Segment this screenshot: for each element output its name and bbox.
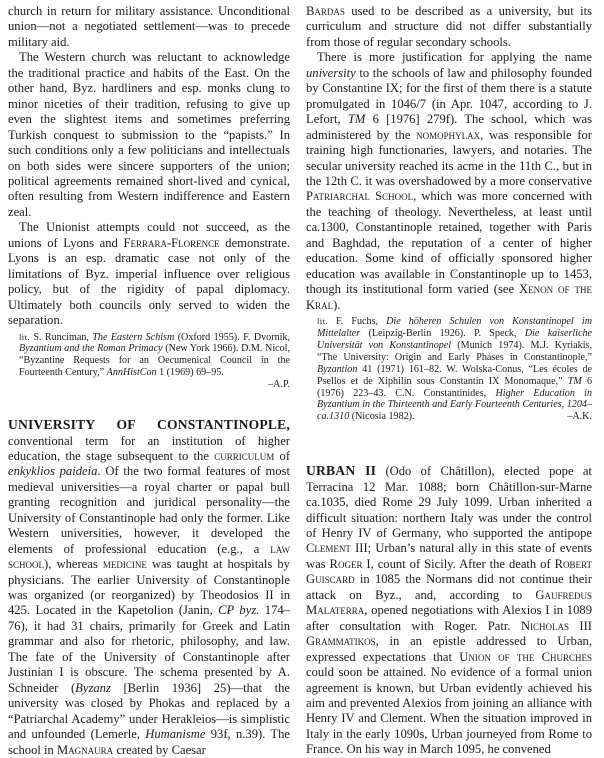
cross-reference: Gaufredus Malaterra [306, 587, 592, 618]
cross-reference: Union of the Churches [459, 649, 592, 664]
entry: URBAN II (Odo of Châtillon), elected pope at Terracina 12 Mar. 1088; born Châtillon-sur-Marne ca.1035, died Rome 29 July 1099. Urban inherited a difficult situation: northern Italy was under the control of Henry IV of Germany, who supported the antipope Clement III; Urban’s natural ally in this state of events was Roger I, count of Sicily. After the death of Robert Guiscard in 1085 the Normans did not continue their attack on Byz., and, according to Gaufredus Malaterra, opened negotiations with Alexios I in 1089 after consultation with Roger. Patr. Nicholas III Grammatikos, in an epistle addressed to Urban, expressed expectations that Union of the Churches could soon be attained. No evidence of a formal union agreement is known, but Urban evidently achieved his aim and prevented Alexios from joining an alliance with Henry IV and Clement. When the situation improved in Italy in the early 1090s, Urban journeyed from Rome to France. On his way in March 1095, he convened [306, 463, 593, 757]
cross-reference: Ferrara-Florence [123, 235, 220, 250]
author-initials: –A.K. [567, 411, 592, 423]
cross-reference: nomophylax [416, 127, 481, 142]
bibliography: lit. S. Runciman, The Eastern Schism (Oxford 1955). F. Dvornik, Byzantium and the Roman Primacy (New York 1966). D.M. Nicol, “Byzantine Requests for an Oecumenical Council in the Fourteenth Century,” AnnHistCon 1 (1969) 69–95. [19, 331, 290, 379]
left-column [8, 4, 290, 758]
author-initials: –A.P. [268, 379, 290, 391]
cross-reference: Robert Guiscard [306, 556, 592, 587]
cross-reference: Bardas [306, 4, 345, 18]
lit-label: lit. [19, 331, 30, 342]
entry-headword: URBAN II [306, 463, 377, 479]
cross-reference: Patriarchal School [306, 189, 414, 204]
right-column [306, 4, 592, 758]
cross-reference: Magnaura [56, 742, 114, 757]
cross-reference: law school [8, 541, 290, 572]
paragraph: Bardas used to be described as a university, but its curriculum and structure did not differ substantially from those of regular secondary schools. [306, 4, 592, 49]
cross-reference: Clement III [306, 541, 368, 556]
paragraph: The Western church was reluctant to acknowledge the traditional practice and habits of the East. On the other hand, Byz. hardliners and esp. monks clung to minor niceties of their tradition, refusing to give up even the slightest items and sometimes preferring Turkish conquest to submission to the “papists.” In such conditions only a few politicians and intellectuals on both sides were sincere supporters of the union; political agreements remained short-lived and cynical, often resulting from Western indifference and Eastern zeal. [8, 50, 290, 219]
paragraph: The Unionist attempts could not succeed, as the unions of Lyons and Ferrara-Florence demonstrate. Lyons is an esp. dramatic case not only of the limitations of Byz. imperial influence over religious policy, but of the rigidity of papal diplomacy. Ultimately both councils only served to widen the separation. [8, 220, 290, 328]
cross-reference: Xenon of the Kral [306, 282, 592, 312]
cross-reference: Roger I [329, 556, 371, 571]
bibliography: lit. F. Fuchs, Die höheren Schulen von Konstantinopel im Mittelalter (Leipzig-Berlin 1926). P. Speck, Die kaiserliche Universität von Konstantinopel (Munich 1974). M.J. Kyriakis, “The University: Origin and Early Phases in Constantinople,” Byzantion 41 (1971) 161–82. W. Wolska-Conus, “Les écoles de Psellos et de Xiphilin sous Constantin IX Monomaque,” TM 6 (1976) 223–43. C.N. Constantinides, Higher Education in Byzantium in the Thirteenth and Early Fourteenth Centuries, 1204–ca.1310 (Nicosia 1982). –A.K. [317, 316, 593, 423]
cross-reference: medicine [102, 557, 147, 572]
cross-reference: Nicholas III Grammatikos [306, 618, 593, 649]
lit-label: lit. [317, 316, 328, 327]
paragraph: church in return for military assistance. Unconditional union—not a negotiated settlement—was to precede military aid. [8, 4, 290, 49]
paragraph: There is more justification for applying the name university to the schools of law and philosophy founded by Constantine IX; for the first of them there is a statute promulgated in 1046/7 (in Apr. 1047, according to J. Lefort, TM 6 [1976] 279f). The school, which was administered by the nomophylax, was responsible for training high functionaries, lawyers, and notaries. The secular university reached its acme in the 11th C., but in the 12th C. it was overshadowed by a more conservative Patriarchal School, which was more concerned with the teaching of theology. Nevertheless, at least until ca.1300, Constantinople retained, together with Paris and Baghdad, the reputation of a center of higher education. Some kind of officially sponsored higher education was available in Constantinople up to 1453, though its institutional form varied (see Xenon of the Kral). [306, 50, 592, 312]
cross-reference: curriculum [214, 448, 275, 463]
entry: UNIVERSITY OF CONSTANTINOPLE, conventional term for an institution of higher education, the stage subsequent to the curriculum of enkyklios paideia. Of the two formal features of most medieval universities—a royal charter or papal bull granting recognition and juridical personality—the University of Constantinople had only the former. Like Western universities, however, it developed the elements of professional education (e.g., a law school), whereas medicine was taught at hospitals by physicians. The earlier University of Constantinople was organized (or reorganized) by Theodosios II in 425. Located in the Kapetolion (Janin, CP byz. 174–76), it had 31 chairs, primarily for Greek and Latin grammar and also for rhetoric, philosophy, and law. The fate of the University of Constantinople after Justinian I is obscure. The schema presented by A. Schneider (Byzanz [Berlin 1936] 25)—that the university was closed by Phokas and replaced by a “Patriarchal Academy” under Herakleios—is simplistic and unfounded (Lemerle, Humanisme 93f, n.39). The school in Magnaura created by Caesar [8, 417, 291, 757]
entry-headword: UNIVERSITY OF CONSTANTINOPLE, [8, 417, 290, 433]
